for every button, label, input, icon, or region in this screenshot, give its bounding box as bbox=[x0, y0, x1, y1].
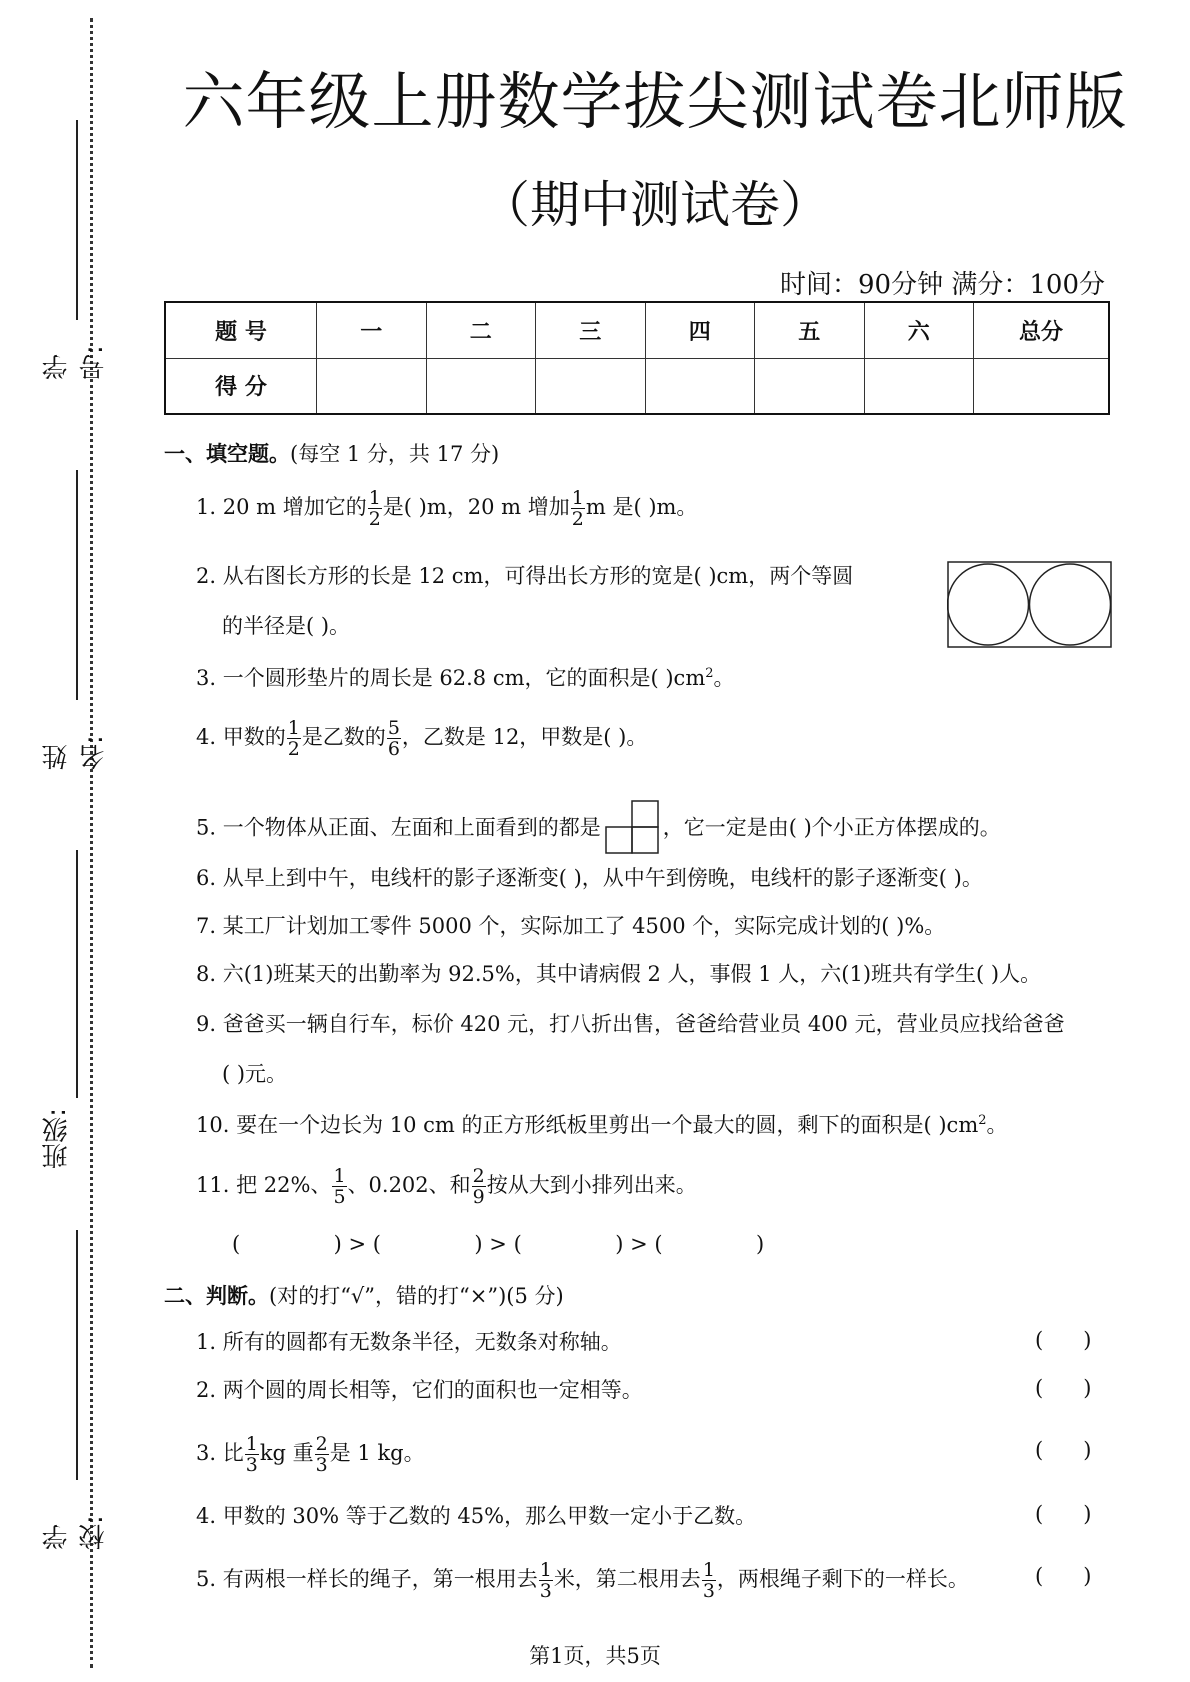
school-label: 学校: bbox=[42, 1515, 109, 1550]
frac-denominator: 3 bbox=[315, 1454, 328, 1476]
score-cell[interactable] bbox=[974, 358, 1110, 414]
answer-parenthesis[interactable]: ( ) bbox=[1035, 1438, 1092, 1462]
q-text: m 是( )m。 bbox=[585, 495, 698, 519]
class-field[interactable] bbox=[20, 850, 120, 1180]
q-text: ，它一定是由( )个小正方体摆成的。 bbox=[662, 815, 1001, 840]
frac-denominator: 3 bbox=[539, 1580, 552, 1602]
fraction bbox=[571, 488, 585, 529]
score-cell[interactable] bbox=[426, 358, 536, 414]
superscript: 2 bbox=[705, 666, 714, 681]
score-row-label: 得 分 bbox=[165, 358, 317, 414]
frac-numerator: 1 bbox=[368, 487, 381, 509]
frac-numerator: 5 bbox=[387, 717, 400, 739]
question-1-4 bbox=[196, 718, 647, 759]
answer-parenthesis[interactable]: ( ) bbox=[1035, 1376, 1092, 1400]
fraction bbox=[387, 718, 401, 759]
score-header-cell: 一 bbox=[317, 302, 427, 358]
frac-denominator: 3 bbox=[702, 1580, 715, 1602]
student-name-field[interactable] bbox=[20, 470, 120, 770]
frac-numerator: 1 bbox=[539, 1559, 552, 1581]
page-title: 六年级上册数学拔尖测试卷北师版 bbox=[182, 65, 1128, 138]
frac-denominator: 5 bbox=[333, 1186, 346, 1208]
question-1-2-line1: 2. 从右图长方形的长是 12 cm，可得出长方形的宽是( )cm，两个等圆 bbox=[196, 564, 854, 588]
student-name-label: 姓名: bbox=[42, 735, 109, 770]
question-1-10 bbox=[196, 1107, 1008, 1139]
question-1-8: 8. 六(1)班某天的出勤率为 92.5%，其中请病假 2 人，事假 1 人，六(1)班共有学生( )人。 bbox=[196, 962, 1042, 986]
section-2-note: (对的打“√”，错的打“×”)(5 分) bbox=[269, 1284, 564, 1308]
score-header-cell: 五 bbox=[755, 302, 865, 358]
q-text: kg 重 bbox=[259, 1441, 314, 1465]
section-1-title: 一、填空题。 bbox=[164, 442, 290, 466]
question-1-6: 6. 从早上到中午，电线杆的影子逐渐变( )，从中午到傍晚，电线杆的影子逐渐变( )。 bbox=[196, 866, 983, 890]
q-text: 3. 一个圆形垫片的周长是 62.8 cm，它的面积是( )cm bbox=[196, 666, 706, 690]
q-text: 10. 要在一个边长为 10 cm 的正方形纸板里剪出一个最大的圆，剩下的面积是( )cm bbox=[196, 1113, 979, 1137]
score-cell[interactable] bbox=[755, 358, 865, 414]
frac-denominator: 6 bbox=[387, 738, 400, 760]
answer-parenthesis[interactable]: ( ) bbox=[1035, 1328, 1092, 1352]
frac-numerator: 1 bbox=[287, 717, 300, 739]
score-header-cell: 四 bbox=[645, 302, 755, 358]
score-header-cell: 六 bbox=[864, 302, 974, 358]
figure-circle-right bbox=[1030, 564, 1111, 645]
section-1-note: (每空 1 分，共 17 分) bbox=[290, 442, 500, 466]
frac-denominator: 2 bbox=[368, 508, 381, 530]
score-cell[interactable] bbox=[864, 358, 974, 414]
fraction bbox=[287, 718, 301, 759]
figure-circle-left bbox=[948, 564, 1029, 645]
question-1-5 bbox=[196, 800, 1001, 858]
score-header-cell: 三 bbox=[536, 302, 646, 358]
q-text: 、0.202、和 bbox=[347, 1173, 471, 1197]
rectangle-two-circles-figure bbox=[947, 561, 1112, 648]
frac-denominator: 9 bbox=[472, 1186, 485, 1208]
question-2-5 bbox=[196, 1560, 969, 1601]
three-square-view-figure bbox=[603, 800, 661, 858]
score-header-cell: 总分 bbox=[974, 302, 1110, 358]
q-text: 11. 把 22%、 bbox=[196, 1173, 332, 1197]
frac-numerator: 2 bbox=[472, 1165, 485, 1187]
question-1-9-line1: 9. 爸爸买一辆自行车，标价 420 元，打八折出售，爸爸给营业员 400 元，营业员应找给爸爸 bbox=[196, 1012, 1065, 1036]
question-1-7: 7. 某工厂计划加工零件 5000 个，实际加工了 4500 个，实际完成计划的( )%。 bbox=[196, 914, 946, 938]
q-text: 1. 20 m 增加它的 bbox=[196, 495, 367, 519]
question-2-4: 4. 甲数的 30% 等于乙数的 45%，那么甲数一定小于乙数。 bbox=[196, 1504, 757, 1528]
frac-numerator: 1 bbox=[333, 1165, 346, 1187]
q-text: 3. 比 bbox=[196, 1441, 244, 1465]
q-text: 按从大到小排列出来。 bbox=[486, 1173, 697, 1197]
q-text: 是乙数的 bbox=[301, 725, 386, 749]
question-1-9-line2: ( )元。 bbox=[222, 1062, 288, 1086]
q-text: 是( )m，20 m 增加 bbox=[382, 495, 570, 519]
frac-denominator: 2 bbox=[287, 738, 300, 760]
student-id-label: 学号: bbox=[42, 345, 109, 380]
exam-meta: 时间：90分钟 满分：100分 bbox=[780, 270, 1105, 300]
fraction bbox=[472, 1166, 486, 1207]
answer-parenthesis[interactable]: ( ) bbox=[1035, 1502, 1092, 1526]
class-line bbox=[76, 850, 78, 1098]
section-2-heading bbox=[164, 1280, 564, 1310]
section-1-heading bbox=[164, 438, 499, 468]
school-field[interactable] bbox=[20, 1230, 120, 1550]
score-header-row bbox=[165, 302, 1109, 358]
student-id-field[interactable] bbox=[20, 120, 120, 380]
question-2-2: 2. 两个圆的周长相等，它们的面积也一定相等。 bbox=[196, 1378, 643, 1402]
frac-numerator: 1 bbox=[571, 487, 584, 509]
school-line bbox=[76, 1230, 78, 1480]
question-2-3 bbox=[196, 1434, 425, 1475]
score-cell[interactable] bbox=[645, 358, 755, 414]
q-text: 。 bbox=[986, 1113, 1008, 1137]
q-text: ，两根绳子剩下的一样长。 bbox=[716, 1567, 969, 1591]
score-cell[interactable] bbox=[317, 358, 427, 414]
frac-denominator: 2 bbox=[571, 508, 584, 530]
frac-denominator: 3 bbox=[245, 1454, 258, 1476]
ordering-answer-blanks[interactable]: ( ) > ( ) > ( ) > ( ) bbox=[232, 1232, 765, 1256]
student-id-line bbox=[76, 120, 78, 320]
class-label: 班级: bbox=[42, 1108, 72, 1169]
score-cell[interactable] bbox=[536, 358, 646, 414]
q-text: 4. 甲数的 bbox=[196, 725, 286, 749]
superscript: 2 bbox=[978, 1113, 987, 1128]
question-1-2-line2: 的半径是( )。 bbox=[222, 614, 351, 638]
q-text: 是 1 kg。 bbox=[329, 1441, 425, 1465]
score-table bbox=[164, 301, 1110, 415]
fraction bbox=[539, 1560, 553, 1601]
student-name-line bbox=[76, 470, 78, 700]
page-footer: 第1页，共5页 bbox=[529, 1644, 661, 1668]
question-1-1 bbox=[196, 488, 697, 529]
q-text: 5. 有两根一样长的绳子，第一根用去 bbox=[196, 1567, 538, 1591]
score-header-cell: 题 号 bbox=[165, 302, 317, 358]
fraction bbox=[332, 1166, 346, 1207]
question-1-3 bbox=[196, 660, 735, 692]
q-text: ，乙数是 12，甲数是( )。 bbox=[401, 725, 648, 749]
q-text: 米，第二根用去 bbox=[553, 1567, 701, 1591]
question-1-11 bbox=[196, 1166, 697, 1207]
section-2-title: 二、判断。 bbox=[164, 1284, 269, 1308]
score-header-cell: 二 bbox=[426, 302, 536, 358]
fraction bbox=[245, 1434, 259, 1475]
fraction bbox=[702, 1560, 716, 1601]
q-text: 5. 一个物体从正面、左面和上面看到的都是 bbox=[196, 815, 601, 840]
fraction bbox=[315, 1434, 329, 1475]
answer-parenthesis[interactable]: ( ) bbox=[1035, 1564, 1092, 1588]
frac-numerator: 1 bbox=[245, 1433, 258, 1455]
frac-numerator: 1 bbox=[702, 1559, 715, 1581]
page-subtitle: （期中测试卷） bbox=[480, 176, 830, 234]
frac-numerator: 2 bbox=[315, 1433, 328, 1455]
score-row bbox=[165, 358, 1109, 414]
q-text: 。 bbox=[713, 666, 735, 690]
question-2-1: 1. 所有的圆都有无数条半径，无数条对称轴。 bbox=[196, 1330, 622, 1354]
fraction bbox=[368, 488, 382, 529]
